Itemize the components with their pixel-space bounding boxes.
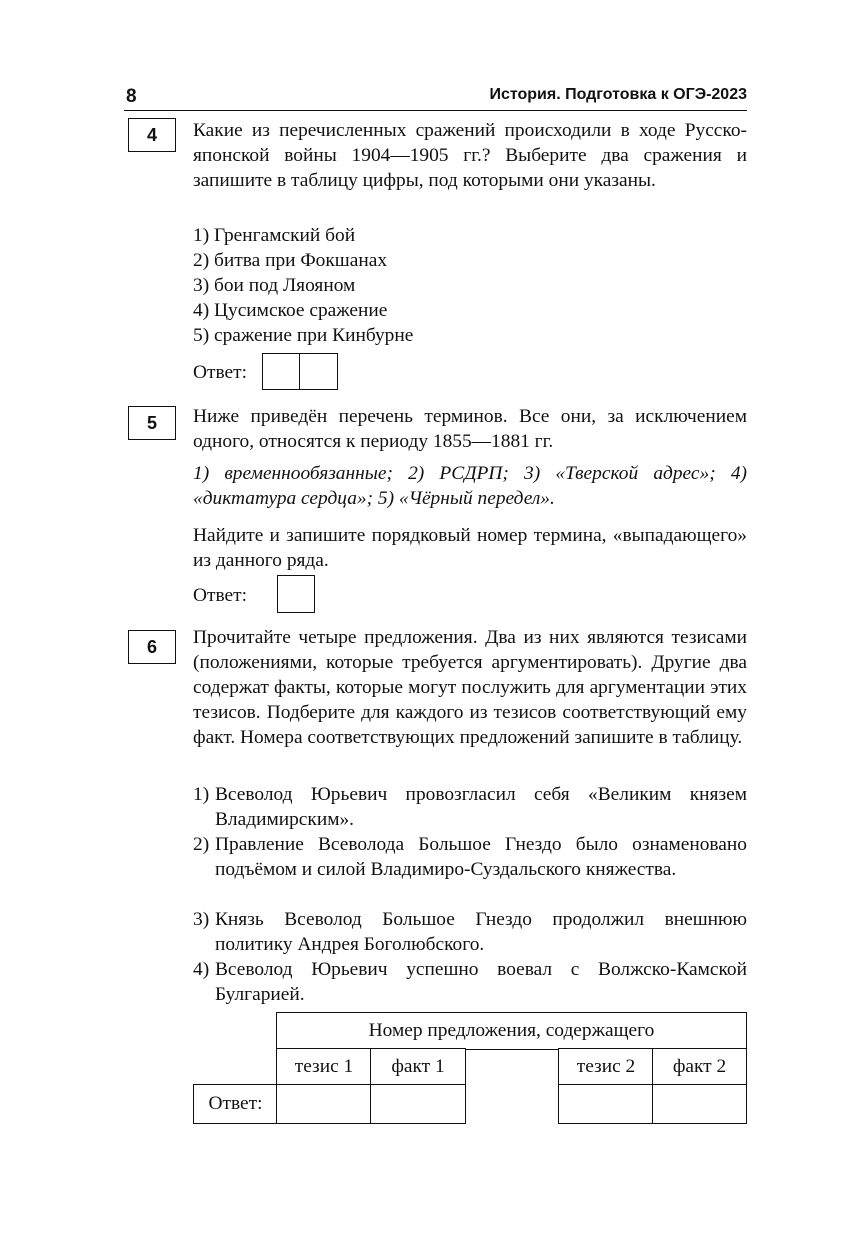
sentence-number: 3) [193,909,210,930]
table-header-fact-2: факт 2 [652,1048,747,1086]
table-header-fact-1: факт 1 [370,1048,466,1086]
task-6-sentence-3 [193,907,747,957]
sentence-text: Правление Всеволода Большое Гнездо было ознаменовано подъёмом и силой Владимиро-Суздальского княжества. [215,834,747,880]
task-5-answer-cell[interactable] [277,575,315,613]
task-6-sentence-2 [193,832,747,882]
task-5-terms: 1) временнообязанные; 2) РСДРП; 3) «Тверской адрес»; 4) «диктатура сердца»; 5) «Чёрный передел». [193,463,747,509]
book-title: История. Подготовка к ОГЭ‑2023 [489,86,747,103]
task-4-answer-cell-2[interactable] [299,353,338,390]
page-number: 8 [126,86,137,107]
task-6-question: Прочитайте четыре предложения. Два из них являются тезисами (положениями, которые требуется аргументировать). Другие два содержат факты, которые могут послужить для аргументации этих тезисов. Подберите для каждого из тезисов соответствующий ему факт. Номера соответствующих предложений запишите в таблицу. [193,627,747,748]
task-4-answer-label: Ответ: [193,362,247,383]
task-4-option-2: 2) битва при Фокшанах [193,250,388,271]
task-4-number: 4 [128,118,176,152]
task-6-sentence-4 [193,957,747,1007]
table-caption: Номер предложения, содержащего [276,1012,747,1050]
task-5-question: Ниже приведён перечень терминов. Все они, за исключением одного, относятся к периоду 1855—1881 гг. [193,406,747,452]
sentence-number: 2) [193,834,210,855]
task-5-instruction: Найдите и запишите порядковый номер термина, «выпадающего» из данного ряда. [193,525,747,571]
task-5-answer-label: Ответ: [193,585,247,606]
answer-cell-thesis-1[interactable] [276,1084,372,1124]
task-4-option-4: 4) Цусимское сражение [193,300,388,321]
sentence-text: Князь Всеволод Большое Гнездо продолжил внешнюю политику Андрея Боголюбского. [215,909,747,955]
task-6-number: 6 [128,630,176,664]
task-5-number: 5 [128,406,176,440]
answer-cell-fact-2[interactable] [652,1084,747,1124]
sentence-text: Всеволод Юрьевич провозгласил себя «Великим князем Владимирским». [215,784,747,830]
sentence-number: 4) [193,959,210,980]
table-row-label: Ответ: [193,1084,278,1124]
table-header-thesis-2: тезис 2 [558,1048,654,1086]
sentence-text: Всеволод Юрьевич успешно воевал с Волжско-Камской Булгарией. [215,959,747,1005]
table-header-thesis-1: тезис 1 [276,1048,372,1086]
task-6-sentence-1 [193,782,747,832]
task-4-option-3: 3) бои под Ляояном [193,275,356,296]
task-4-question: Какие из перечисленных сражений происходили в ходе Русско-японской войны 1904—1905 гг.? Выберите два сражения и запишите в таблицу цифры, под которыми они указаны. [193,120,747,191]
answer-cell-thesis-2[interactable] [558,1084,654,1124]
task-4-answer-cell-1[interactable] [262,353,301,390]
sentence-number: 1) [193,784,210,805]
header-divider [124,110,747,111]
task-4-option-5: 5) сражение при Кинбурне [193,325,414,346]
answer-cell-fact-1[interactable] [370,1084,466,1124]
task-4-option-1: 1) Гренгамский бой [193,225,356,246]
